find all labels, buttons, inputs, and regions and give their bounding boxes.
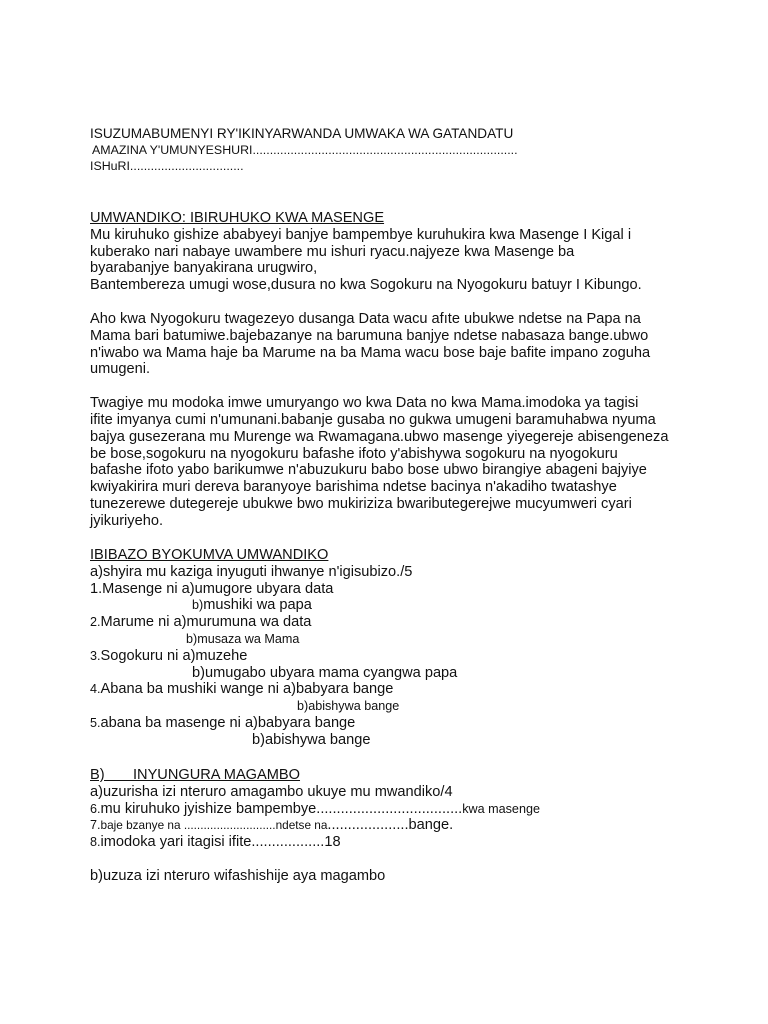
question-number: 7. (90, 818, 101, 833)
question-number: 4. (90, 682, 101, 697)
option-text: abishywa bange (264, 731, 371, 748)
paragraph-line: byarabanjye banyakirana urugwiro, (90, 260, 318, 277)
question-4 (90, 681, 728, 698)
question-5-option-b (90, 732, 728, 749)
question-text: mu kiruhuko jyishize bampembye.................................... (100, 800, 463, 817)
comprehension-section (90, 547, 728, 749)
paragraph-line: kwiyakirira muri dereva baranyoye barishima ndetse bacinya n'akadiho twatashye (90, 479, 617, 496)
option-text: abishywa bange (308, 699, 400, 714)
paragraph-line: be bose,sogokuru na nyogokuru bafashe ifoto y'abishywa sogokuru na nyogokuru (90, 445, 618, 462)
paragraph-line: Aho kwa Nyogokuru twagezeyo dusanga Data wacu afıte ubukwe ndetse na Papa na (90, 310, 641, 327)
question-text: Sogokuru ni a)muzehe (100, 647, 248, 664)
question-text: baje bzanye na ............................ndetse na (100, 818, 328, 833)
paragraph-line: ifite imyanya cumi n'umunani.babanje gusaba no gukwa umugeni baramuhabwa nyuma (90, 411, 656, 428)
question-text: abana ba masenge ni a)babyara bange (100, 714, 356, 731)
option-label: b) (297, 699, 309, 714)
option-text: umugabo ubyara mama cyangwa papa (204, 664, 458, 681)
exam-header (90, 126, 728, 174)
essay-paragraph-1 (90, 227, 728, 294)
paragraph-line: kuberako nari nabaye uwambere mu ishuri ryacu.najyeze kwa Masenge ba (90, 243, 575, 260)
essay-paragraph-3 (90, 395, 728, 529)
question-2-option-b (90, 631, 728, 648)
vocabulary-section (90, 767, 728, 885)
class-line: ISHuRI................................. (90, 159, 244, 173)
paragraph-line: n'iwabo wa Mama haje ba Marume na ba Mama wacu bose baje bafite impano zoguha (90, 344, 651, 361)
section-b-instruction-2: b)uzuza izi nteruro wifashishije aya magambo (90, 867, 386, 884)
question-number: 8. (90, 835, 101, 850)
question-7 (90, 817, 728, 834)
question-number: 1. (90, 580, 103, 597)
question-8 (90, 834, 728, 851)
question-1-option-b (90, 597, 728, 614)
question-tail: kwa masenge (462, 801, 540, 816)
paragraph-line: Mu kiruhuko gishize ababyeyi banjye bampembye kuruhukira kwa Masenge I Kigal i (90, 226, 632, 243)
question-number: 6. (90, 801, 101, 816)
question-2 (90, 614, 728, 631)
paragraph-line: bajya gusezerana mu Murenge wa Rwamagana.ubwo masenge yiyegereje abisengeneza (90, 428, 669, 445)
question-text: Abana ba mushiki wange ni a)babyara bange (100, 681, 394, 698)
option-label: b) (192, 598, 204, 613)
student-name-line: AMAZINA Y'UMUNYESHURI............................................................................. (92, 143, 518, 157)
questions-title: IBIBAZO BYOKUMVA UMWANDIKO (90, 547, 329, 563)
section-b-title: B) INYUNGURA MAGAMBO (90, 767, 301, 783)
essay-title: UMWANDIKO: IBIRUHUKO KWA MASENGE (90, 210, 385, 226)
question-4-option-b (90, 698, 728, 715)
option-text: mushiki wa papa (203, 597, 312, 614)
questions-instruction: a)shyira mu kaziga inyuguti ihwanye n'igisubizo./5 (90, 563, 413, 580)
paragraph-line: Mama bari batumiwe.bajebazanye na barumuna banjye ndetse nabasaza bange.ubwo (90, 327, 649, 344)
option-label: b) (252, 731, 265, 748)
question-5 (90, 715, 728, 732)
paragraph-line: Bantembereza umugi wose,dusura no kwa Sogokuru na Nyogokuru batuyr I Kibungo. (90, 277, 642, 294)
question-6 (90, 801, 728, 818)
paragraph-line: bafashe ifoto yabo barikumwe n'abuzukuru babo bose ubwo birangiye abageni bajyiye (90, 462, 647, 479)
section-b-instruction: a)uzurisha izi nteruro amagambo ukuye mu mwandiko/4 (90, 783, 453, 800)
question-3 (90, 648, 728, 665)
option-label: b) (192, 664, 205, 681)
question-number: 3. (90, 648, 101, 663)
question-1 (90, 581, 728, 598)
question-number: 2. (90, 615, 101, 630)
question-tail: ....................bange. (327, 817, 454, 834)
essay-paragraph-2 (90, 311, 728, 378)
paragraph-line: Twagiye mu modoka imwe umuryango wo kwa Data no kwa Mama.imodoka ya tagisi (90, 395, 639, 412)
paragraph-line: jyikuriyeho. (90, 512, 163, 529)
option-text: musaza wa Mama (197, 631, 300, 646)
exam-title: ISUZUMABUMENYI RY'IKINYARWANDA UMWAKA WA GATANDATU (90, 126, 514, 141)
question-3-option-b (90, 665, 728, 682)
question-text: imodoka yari itagisi ifite..................18 (100, 834, 341, 851)
question-text: Masenge ni a)umugore ubyara data (102, 580, 334, 597)
paragraph-line: umugeni. (90, 361, 151, 378)
option-label: b) (186, 631, 198, 646)
essay-section (90, 210, 728, 530)
question-number: 5. (90, 715, 101, 730)
paragraph-line: tunezerewe dutegereje ubukwe bwo mukiriziza bwaributegerejwe mucyumweri cyari (90, 495, 632, 512)
question-text: Marume ni a)murumuna wa data (100, 614, 312, 631)
